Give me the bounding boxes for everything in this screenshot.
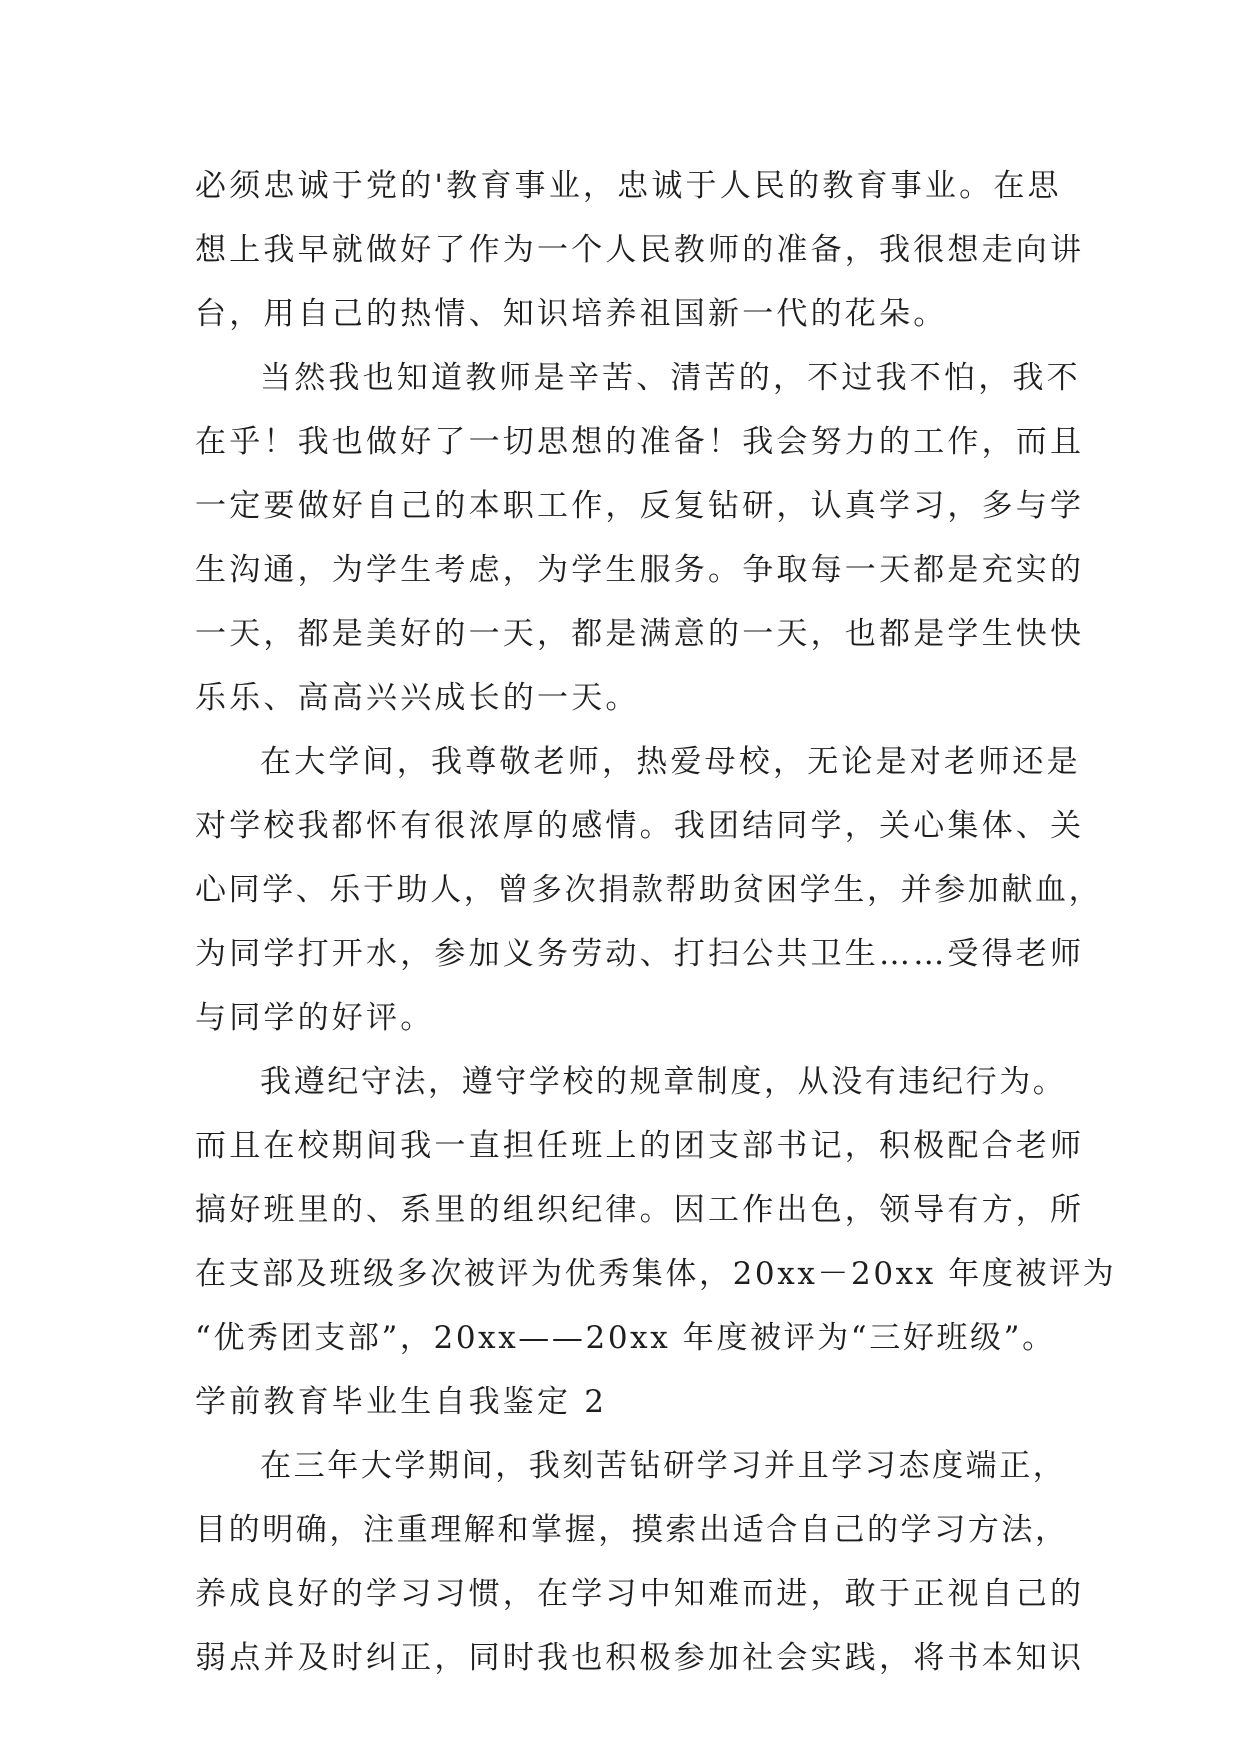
text-line: 对学校我都怀有很浓厚的感情。我团结同学，关心集体、关	[195, 808, 1085, 844]
text-line: 台，用自己的热情、知识培养祖国新一代的花朵。	[195, 296, 948, 332]
paragraph-first-line: 在三年大学期间，我刻苦钻研学习并且学习态度端正，	[260, 1448, 1067, 1484]
text-line: 一天，都是美好的一天，都是满意的一天，也都是学生快快	[195, 616, 1085, 652]
text-line: 与同学的好评。	[195, 1000, 435, 1036]
text-line: 想上我早就做好了作为一个人民教师的准备，我很想走向讲	[195, 232, 1085, 268]
text-line: 而且在校期间我一直担任班上的团支部书记，积极配合老师	[195, 1128, 1085, 1164]
text-line: 乐乐、高高兴兴成长的一天。	[195, 680, 640, 716]
text-line: 心同学、乐于助人，曾多次捐款帮助贫困学生，并参加献血，	[195, 872, 1103, 908]
text-line: 为同学打开水，参加义务劳动、打扫公共卫生……受得老师	[195, 936, 1085, 972]
text-line: 在支部及班级多次被评为优秀集体，20xx－20xx 年度被评为	[195, 1256, 1117, 1292]
paragraph-first-line: 当然我也知道教师是辛苦、清苦的，不过我不怕，我不	[260, 360, 1081, 396]
text-line: 弱点并及时纠正，同时我也积极参加社会实践，将书本知识	[195, 1640, 1085, 1676]
text-line: 必须忠诚于党的'教育事业，忠诚于人民的教育事业。在思	[195, 168, 1062, 204]
paragraph-first-line: 我遵纪守法，遵守学校的规章制度，从没有违纪行为。	[260, 1064, 1067, 1100]
text-line: 养成良好的学习习惯，在学习中知难而进，敢于正视自己的	[195, 1576, 1085, 1612]
text-line: 搞好班里的、系里的组织纪律。因工作出色，领导有方，所	[195, 1192, 1085, 1228]
text-line: 在乎！我也做好了一切思想的准备！我会努力的工作，而且	[195, 424, 1085, 460]
text-line: “优秀团支部”，20xx——20xx 年度被评为“三好班级”。	[195, 1320, 1056, 1356]
text-line: 一定要做好自己的本职工作，反复钻研，认真学习，多与学	[195, 488, 1085, 524]
paragraph-first-line: 在大学间，我尊敬老师，热爱母校，无论是对老师还是	[260, 744, 1081, 780]
section-heading: 学前教育毕业生自我鉴定 2	[195, 1384, 608, 1420]
text-line: 生沟通，为学生考虑，为学生服务。争取每一天都是充实的	[195, 552, 1085, 588]
text-line: 目的明确，注重理解和掌握，摸索出适合自己的学习方法，	[195, 1512, 1069, 1548]
